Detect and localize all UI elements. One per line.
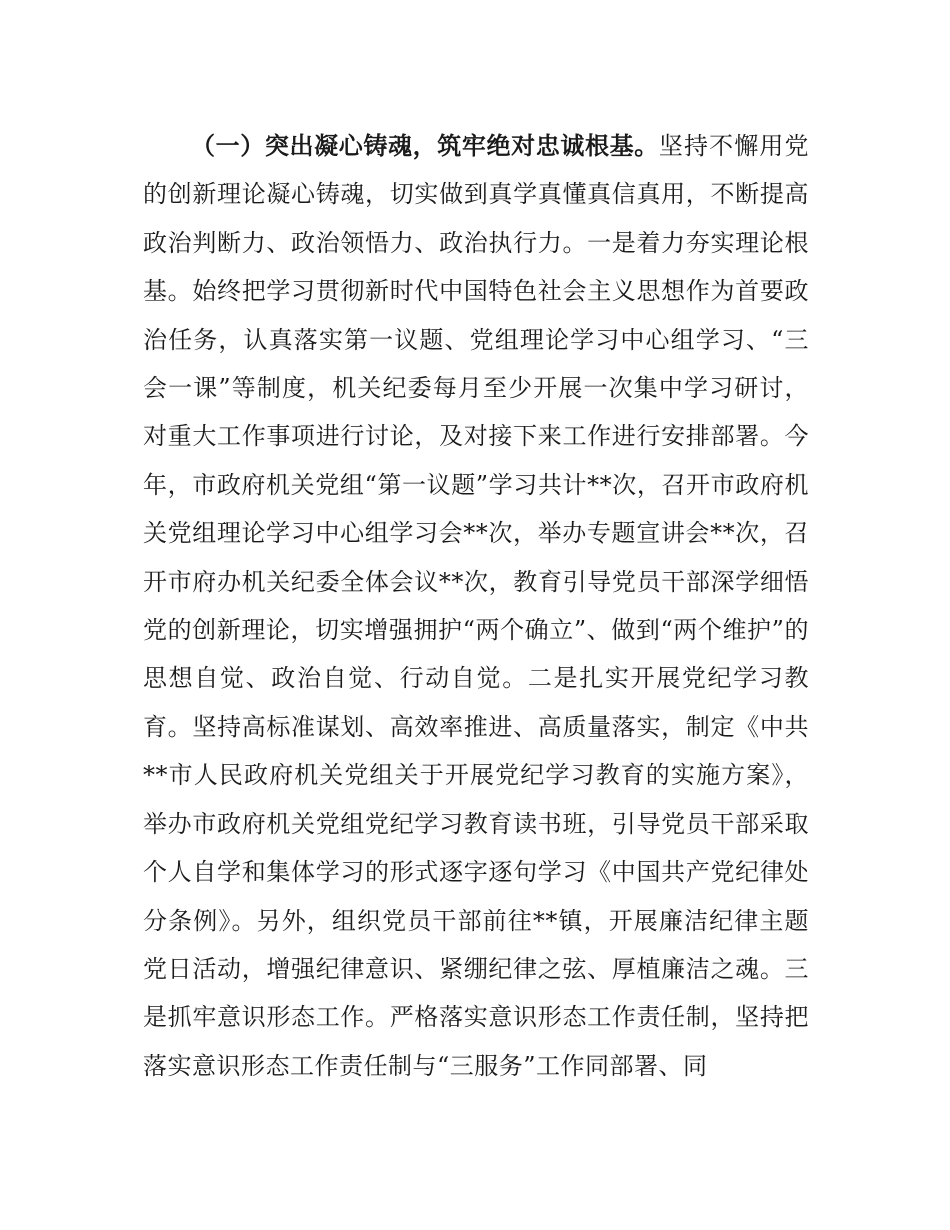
section-heading: （一）突出凝心铸魂，筑牢绝对忠诚根基。 xyxy=(191,132,659,160)
paragraph-text: 坚持不懈用党的创新理论凝心铸魂，切实做到真学真懂真信真用，不断提高政治判断力、政治领悟力、政治执行力。一是着力夯实理论根基。始终把学习贯彻新时代中国特色社会主义思想作为首要政治任务，认真落实第一议题、党组理论学习中心组学习、“三会一课”等制度，机关纪委每月至少开展一次集中学习研讨，对重大工作事项进行讨论，及对接下来工作进行安排部署。今年，市政府机关党组“第一议题”学习共计**次，召开市政府机关党组理论学习中心组学习会**次，举办专题宣讲会**次，召开市府办机关纪委全体会议**次，教育引导党员干部深学细悟党的创新理论，切实增强拥护“两个确立”、做到“两个维护”的思想自觉、政治自觉、行动自觉。二是扎实开展党纪学习教育。坚持高标准谋划、高效率推进、高质量落实，制定《中共**市人民政府机关党组关于开展党纪学习教育的实施方案》，举办市政府机关党组党纪学习教育读书班，引导党员干部采取个人自学和集体学习的形式逐字逐句学习《中国共产党纪律处分条例》。另外，组织党员干部前往**镇，开展廉洁纪律主题党日活动，增强纪律意识、紧绷纪律之弦、厚植廉洁之魂。三是抓牢意识形态工作。严格落实意识形态工作责任制，坚持把落实意识形态工作责任制与“三服务”工作同部署、同 xyxy=(143,132,809,1080)
document-body xyxy=(143,122,809,1090)
paragraph xyxy=(143,122,809,1090)
